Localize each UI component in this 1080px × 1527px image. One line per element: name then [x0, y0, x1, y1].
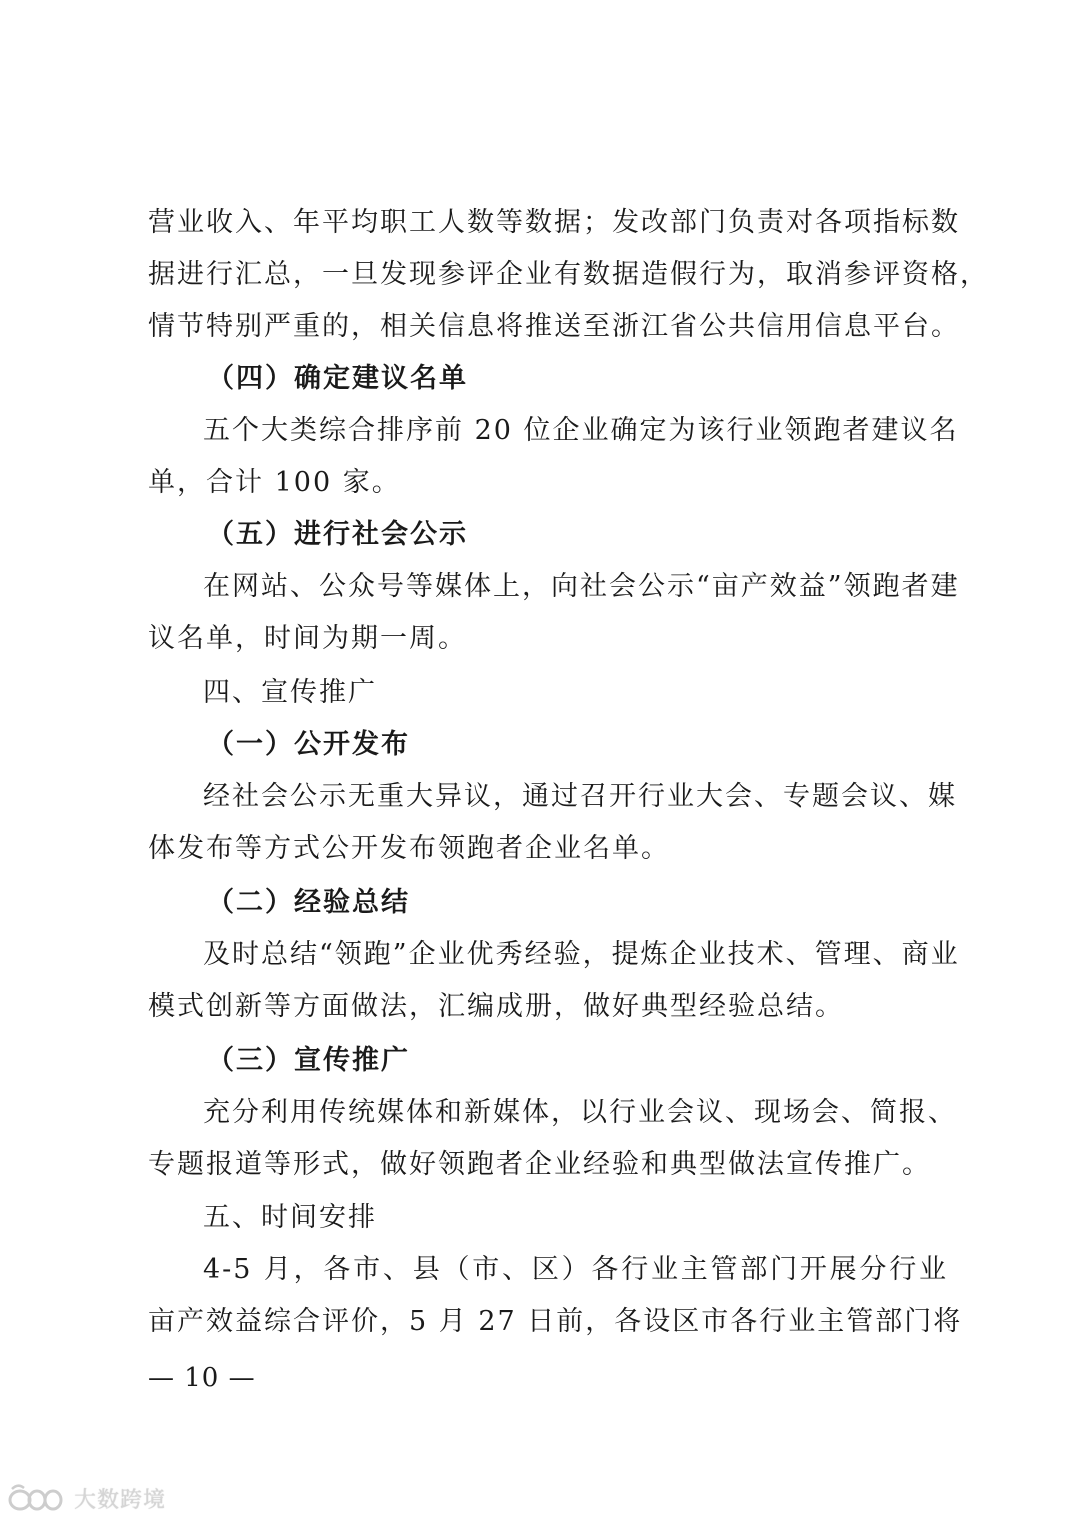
subsection-heading: （四）确定建议名单 — [207, 363, 468, 394]
subsection-heading: （三）宣传推广 — [207, 1045, 410, 1076]
body-line: 在网站、公众号等媒体上，向社会公示“亩产效益”领跑者建 — [203, 571, 960, 602]
body-line: 五个大类综合排序前 20 位企业确定为该行业领跑者建议名 — [203, 415, 959, 446]
body-line: 亩产效益综合评价，5 月 27 日前，各设区市各行业主管部门将 — [148, 1306, 963, 1337]
subsection-heading: （二）经验总结 — [207, 887, 410, 918]
section-heading: 四、宣传推广 — [203, 677, 377, 708]
body-line: 据进行汇总，一旦发现参评企业有数据造假行为，取消参评资格， — [148, 259, 989, 290]
body-line: 经社会公示无重大异议，通过召开行业大会、专题会议、媒 — [203, 781, 957, 812]
body-line: 及时总结“领跑”企业优秀经验，提炼企业技术、管理、商业 — [203, 939, 960, 970]
body-line: 模式创新等方面做法，汇编成册，做好典型经验总结。 — [148, 991, 844, 1022]
body-line: 专题报道等形式，做好领跑者企业经验和典型做法宣传推广。 — [148, 1149, 931, 1180]
body-line: 情节特别严重的，相关信息将推送至浙江省公共信用信息平台。 — [148, 311, 960, 342]
watermark — [8, 1478, 166, 1518]
body-line: 体发布等方式公开发布领跑者企业名单。 — [148, 833, 670, 864]
page-number: — 10 — — [148, 1363, 256, 1393]
body-line: 充分利用传统媒体和新媒体，以行业会议、现场会、简报、 — [203, 1097, 957, 1128]
section-heading: 五、时间安排 — [203, 1202, 377, 1233]
subsection-heading: （一）公开发布 — [207, 729, 410, 760]
daishu-logo-icon — [8, 1481, 68, 1515]
body-line: 4-5 月，各市、县（市、区）各行业主管部门开展分行业 — [203, 1254, 948, 1285]
watermark-text: 大数跨境 — [74, 1487, 167, 1513]
subsection-heading: （五）进行社会公示 — [207, 519, 468, 550]
body-line: 单，合计 100 家。 — [148, 467, 401, 498]
body-line: 营业收入、年平均职工人数等数据；发改部门负责对各项指标数 — [148, 207, 960, 238]
body-line: 议名单，时间为期一周。 — [148, 623, 467, 654]
